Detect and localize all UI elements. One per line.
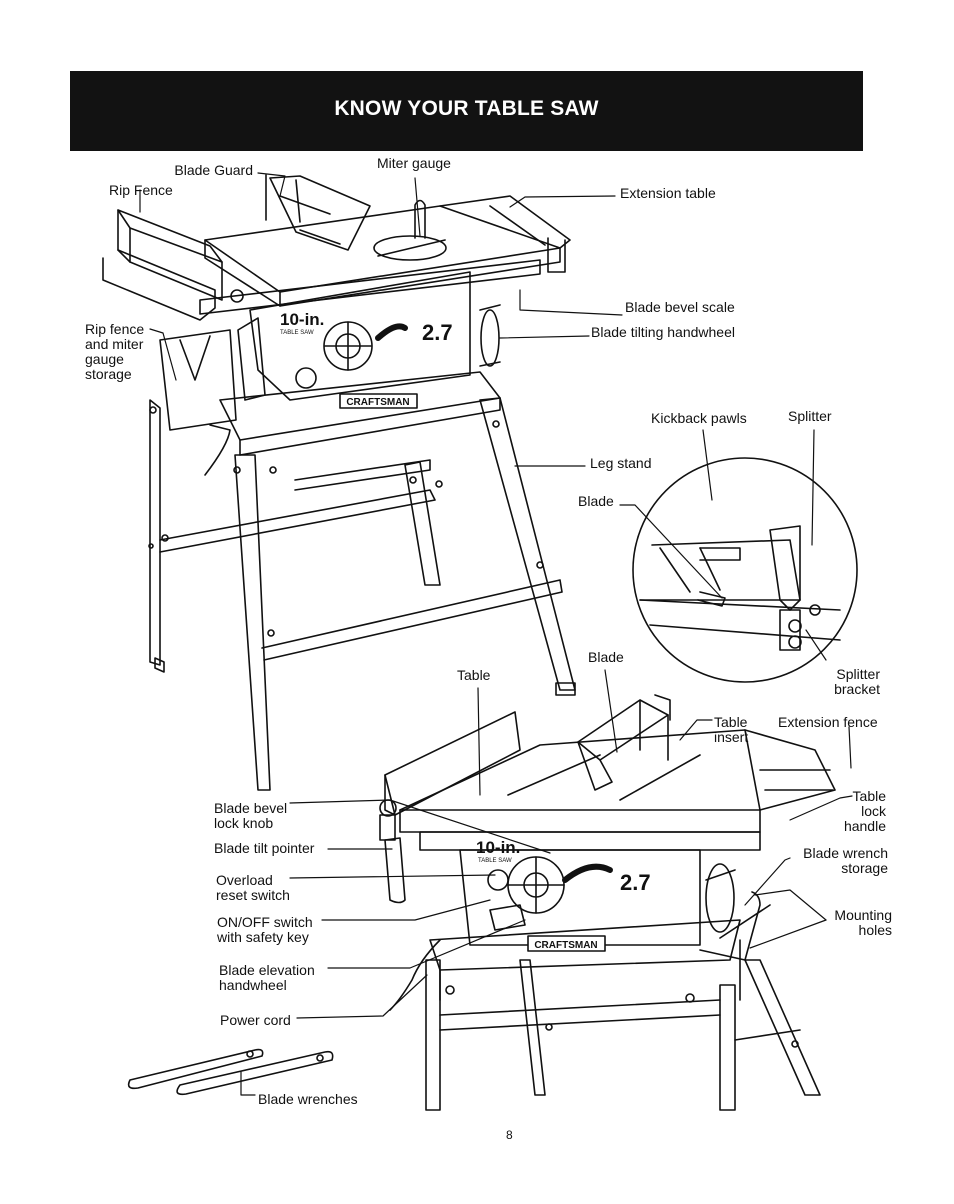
label-table-lock-handle [830,789,886,834]
label-line: Mounting [834,907,892,923]
label-line: insert [714,729,749,745]
label-blade-tilt-pointer: Blade tilt pointer [214,840,315,856]
label-line: with safety key [217,929,309,945]
upper-saw-drawing [103,175,575,790]
label-on-off-switch [217,915,313,945]
lower-saw-drawing [380,695,835,1110]
label-line: storage [85,366,132,382]
blade-wrenches-drawing [129,1050,333,1095]
label-line: Rip fence [85,321,145,337]
label-line: handle [843,818,886,834]
label-power-cord: Power cord [220,1012,291,1028]
label-line: reset switch [216,887,290,903]
label-table-insert [714,715,748,745]
label-blade-wrench-storage [796,846,888,876]
label-overload-reset-switch [216,873,290,903]
label-blade-tilting-handwheel: Blade tilting handwheel [591,324,735,340]
hp-badge-upper: 2.7 [422,320,453,345]
label-leg-stand: Leg stand [590,455,652,471]
label-miter-gauge: Miter gauge [377,155,451,171]
label-blade-bevel-scale: Blade bevel scale [625,299,735,315]
label-blade-elevation-handwheel [219,963,315,993]
label-line: Table [714,714,748,730]
page-number: 8 [506,1128,513,1142]
page-title: KNOW YOUR TABLE SAW [334,97,599,120]
label-line: Table [852,788,886,804]
label-rip-fence: Rip Fence [109,182,173,198]
label-extension-fence: Extension fence [778,714,878,730]
label-line: Blade wrench [803,845,888,861]
label-line: holes [858,922,892,938]
label-blade-guard: Blade Guard [174,162,253,178]
label-blade-inset: Blade [578,493,614,509]
blade-splitter-inset [633,458,857,682]
brand-plate-upper: CRAFTSMAN [346,397,410,408]
label-blade-bevel-lock-knob [214,801,287,831]
label-blade-lower: Blade [588,649,624,665]
label-splitter: Splitter [788,408,832,424]
size-badge-upper: 10-in. [280,310,325,329]
label-extension-table: Extension table [620,185,716,201]
label-kickback-pawls: Kickback pawls [651,410,747,426]
label-line: bracket [834,681,880,697]
label-line: lock knob [214,815,274,831]
size-sub-upper: TABLE SAW [280,330,314,336]
label-line: ON/OFF switch [217,914,313,930]
hp-badge-lower: 2.7 [620,870,651,895]
size-sub-lower: TABLE SAW [478,858,512,864]
label-line: storage [841,860,888,876]
label-line: Blade elevation [219,962,315,978]
label-line: and miter [85,336,144,352]
label-line: Splitter [836,666,880,682]
brand-plate-lower: CRAFTSMAN [534,940,598,951]
label-line: Blade bevel [214,800,288,816]
size-badge-lower: 10-in. [476,838,521,857]
label-blade-wrenches: Blade wrenches [258,1091,358,1107]
label-line: gauge [85,351,124,367]
label-splitter-bracket [820,667,880,697]
label-table: Table [457,667,491,683]
label-line: Overload [216,872,273,888]
label-rip-fence-storage [85,322,144,382]
label-line: handwheel [219,977,287,993]
label-line: lock [861,803,886,819]
label-mounting-holes [826,908,892,938]
